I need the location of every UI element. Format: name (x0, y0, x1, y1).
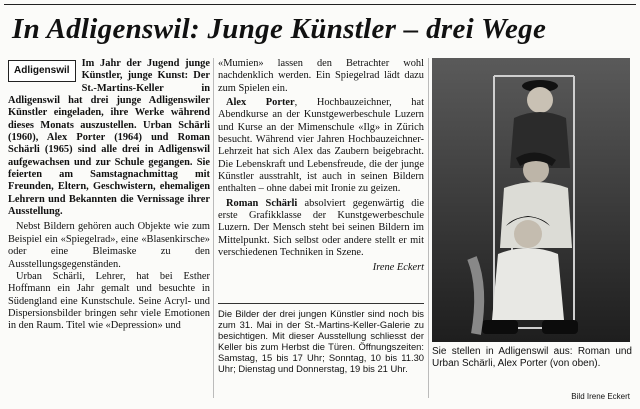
paragraph: «Mumien» lassen den Betrachter wohl nachdenklich werden. Ein Spiegelrad lädt dazu zum Spielen ein. (218, 58, 424, 94)
artists-photo (432, 58, 630, 342)
artist-name: Roman Schärli (226, 197, 298, 209)
photo-caption: Sie stellen in Adligenswil aus: Roman und Urban Schärli, Alex Porter (von oben). (432, 346, 632, 369)
paragraph: Nebst Bildern gehören auch Objekte wie zum Beispiel ein «Spiegelrad», eine «Blasenkirsche» oder eine Bleimaske zu den Ausstellungsgegenständen. (8, 221, 210, 270)
paragraph-text: absolviert gegenwärtig die erste Grafikklasse der Kunstgewerbeschule Luzern. Der Mensch steht bei seinen Bildern im Mittelpunkt. Sich selbst oder andere stellt er mit verschiedenen Techniken in Szene. (218, 197, 424, 259)
location-kicker: Adligenswil (8, 60, 76, 82)
notice-divider (218, 303, 424, 304)
paragraph: Urban Schärli, Lehrer, hat bei Esther Hoffmann ein Jahr gemalt und besuchte in Südengland eine Kunstschule. Seine Acryl- und Dispersionsbilder bringen sehr viele Emotionen in den Raum. Titel wie «Depression» und (8, 270, 210, 332)
lead-text: Im Jahr der Jugend junge Künstler, junge Kunst: Der St.-Martins-Keller in Adligenswil hat drei junge Adligenswiler Künstler eingeladen, ihre Werke während dieses Monats auszustellen. Urban Schärli (1960), Alex Porter (1964) und Roman Schärli (1965) sind alle drei in Adligenswil aufgewachsen und zur Schule gegangen. Sie feierten am Samstagnachmittag mit Freunden, Eltern, Geschwistern, ehemaligen Lehrern und Bekannten die Vernissage ihrer Ausstellung. (8, 58, 210, 218)
paragraph (218, 97, 424, 196)
column-divider (428, 58, 429, 398)
headline: In Adligenswil: Junge Künstler – drei Wege (12, 13, 547, 45)
photo-illustration (432, 58, 630, 342)
paragraph (218, 198, 424, 260)
artist-name: Alex Porter (226, 97, 295, 109)
column-divider (213, 58, 214, 398)
article-column-2 (218, 58, 424, 274)
author-signature: Irene Eckert (372, 261, 424, 273)
paragraph-text: , Hochbauzeichner, hat Abendkurse an der Kunstgewerbeschule Luzern und Kurse an der Mimenschule «Ilg» in Zürich besucht. Während vier Jahren Hochbauzeichner-Lehrzeit hat sich Alex das Zaubern beigebracht. Die Lebenskraft und Lebensfreude, die der junge Künstler ausstrahlt, ist auch in seinen Bildern enthalten – ohne dabei mit Ironie zu geizen. (218, 97, 424, 195)
lead-paragraph (8, 58, 210, 218)
top-rule (4, 4, 636, 5)
exhibition-notice: Die Bilder der drei jungen Künstler sind noch bis zum 31. Mai in der St.-Martins-Keller-Galerie zu besichtigen. Mit dieser Ausstellung schliesst der Keller bis zum Herbst die Türen. Öffnungszeiten: Samstag, 15 bis 17 Uhr; Sonntag, 10 bis 11.30 Uhr; Dienstag und Donnerstag, 19 bis 21 Uhr. (218, 308, 424, 375)
article-column-1 (8, 58, 210, 333)
photo-credit: Bild Irene Eckert (571, 392, 630, 401)
